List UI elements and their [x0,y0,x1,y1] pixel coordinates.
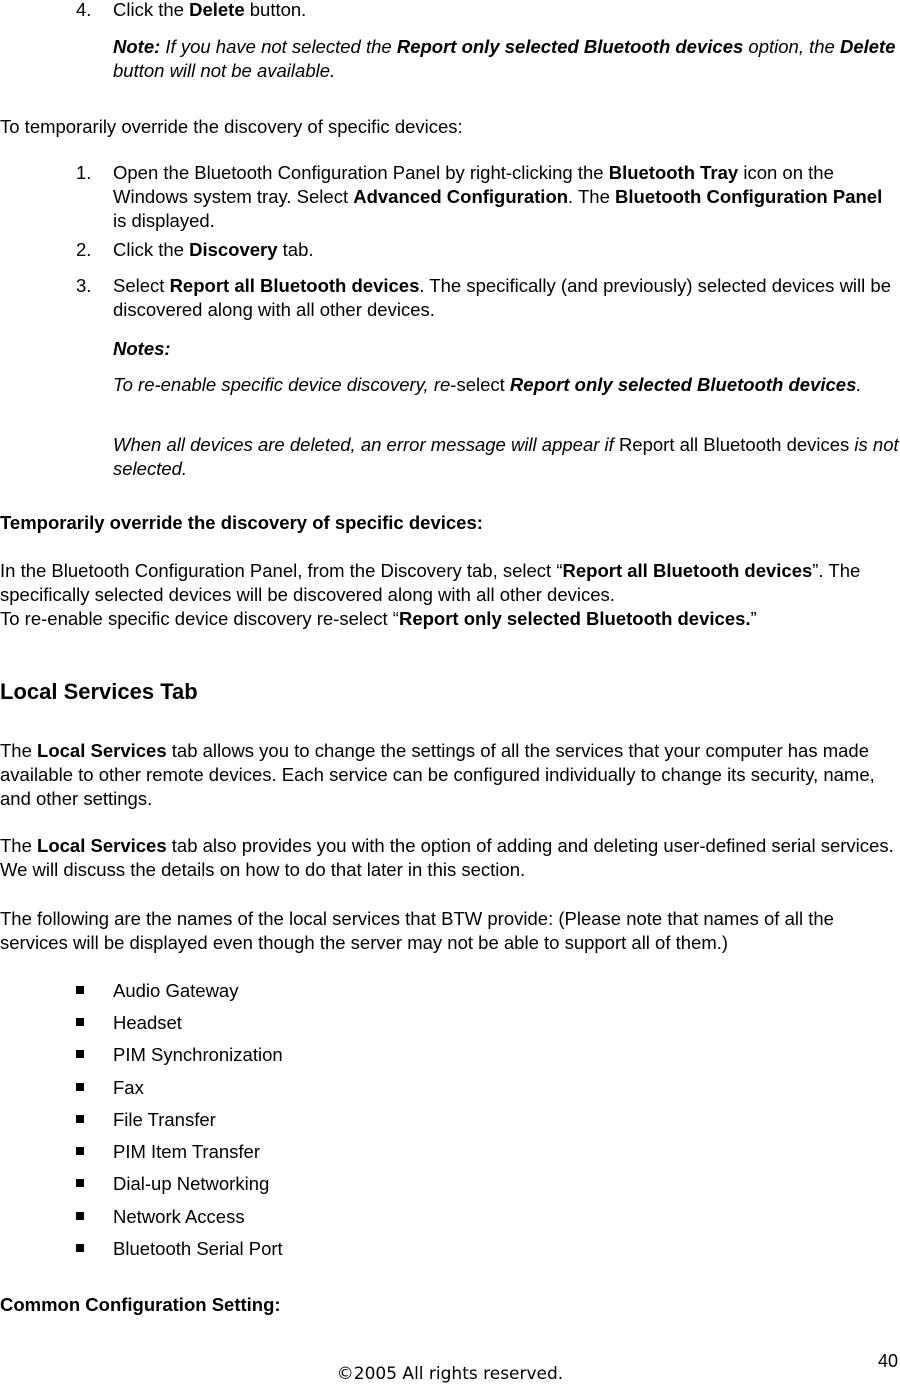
paragraph-local-services-3: The following are the names of the local services that BTW provide: (Please note that names of all the services will be displayed even though the server may not be able to support all of them.) [0,908,834,953]
page-number: 40 [877,1351,898,1371]
step-number: 4. [76,0,92,20]
bullet-icon [76,1050,84,1058]
bullet-icon [76,1147,84,1155]
section-title: Local Services Tab [0,679,198,704]
bullet-icon [76,1115,84,1123]
intro-paragraph: To temporarily override the discovery of specific devices: [0,116,463,137]
footer-copyright: ©2005 All rights reserved. [336,1364,564,1384]
step-text: Click the Delete button. [113,0,307,20]
bullet-icon [76,1244,84,1252]
bullet-icon [76,986,84,994]
heading-override: Temporarily override the discovery of specific devices: [0,512,483,533]
paragraph-local-services-1: The Local Services tab allows you to change the settings of all the services that your computer has made available to other remote devices. Each service can be configured individually to change its security, name, and other settings. [0,740,875,809]
bullet-icon [76,1179,84,1187]
bullet-icon [76,1018,84,1026]
bullet-icon [76,1212,84,1220]
paragraph-override: In the Bluetooth Configuration Panel, from the Discovery tab, select “Report all Bluetooth devices”. The specifically selected devices will be discovered along with all other devices. To re-enable specific device discovery re-select “Report only selected Bluetooth devices.” [0,560,861,629]
heading-common-configuration: Common Configuration Setting: [0,1294,281,1315]
bullet-icon [76,1083,84,1091]
paragraph-local-services-2: The Local Services tab also provides you with the option of adding and deleting user-defined serial services. We will discuss the details on how to do that later in this section. [0,835,894,880]
